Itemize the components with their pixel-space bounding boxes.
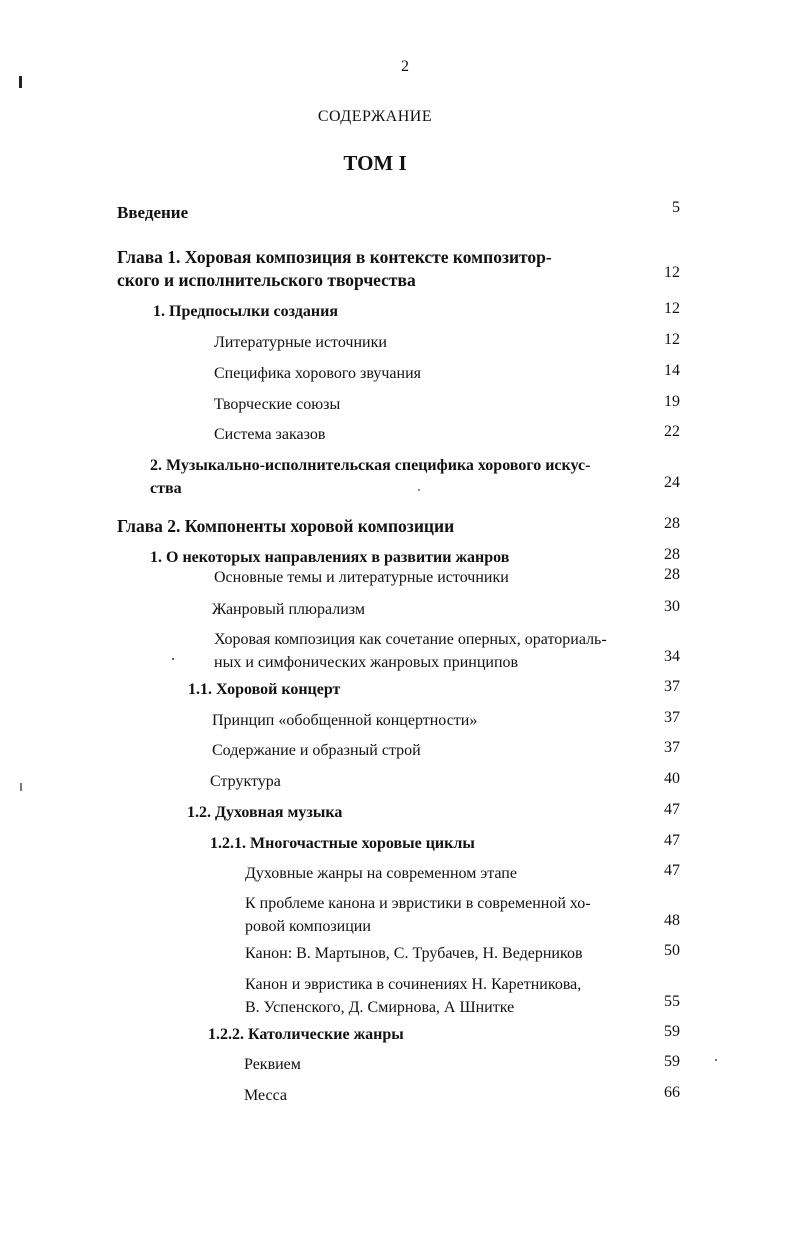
toc-entry-page: 55 — [664, 993, 680, 1010]
toc-entry-page: 47 — [664, 801, 680, 818]
toc-section-title — [150, 454, 590, 500]
toc-entry-title: Жанровый плюрализм — [212, 601, 365, 618]
toc-entry-title: Структура — [210, 773, 281, 790]
toc-entry-page: 19 — [664, 393, 680, 410]
toc-entry-page: 50 — [664, 942, 680, 959]
toc-subsection-title: 1.2.1. Многочастные хоровые циклы — [210, 835, 475, 852]
toc-entry-title: Духовные жанры на современном этапе — [245, 865, 517, 882]
toc-entry-page: 37 — [664, 709, 680, 726]
toc-entry-page: 40 — [664, 770, 680, 787]
toc-subsection-title: 1.2.2. Католические жанры — [208, 1026, 404, 1043]
toc-entry-page: 28 — [664, 515, 680, 532]
contents-heading: СОДЕРЖАНИЕ — [317, 108, 433, 125]
toc-entry-page: 12 — [664, 300, 680, 317]
toc-entry-page: 14 — [664, 362, 680, 379]
toc-section-title: 1. Предпосылки создания — [153, 303, 338, 320]
toc-subsection-title: 1.2. Духовная музыка — [187, 804, 343, 821]
toc-entry-page: 12 — [664, 331, 680, 348]
toc-entry-title: Основные темы и литературные источники — [214, 569, 509, 586]
toc-entry-title — [245, 973, 581, 1019]
toc-entry-title: Содержание и образный строй — [212, 742, 421, 759]
toc-entry-title — [245, 892, 591, 938]
scan-artifact-dot — [715, 1059, 717, 1061]
scan-artifact-mark — [19, 76, 22, 88]
toc-entry-page: 28 — [664, 546, 680, 563]
toc-entry-title — [214, 628, 607, 674]
toc-entry-page: 30 — [664, 598, 680, 615]
page-number: 2 — [401, 58, 409, 75]
toc-entry-title: Литературные источники — [214, 334, 387, 351]
toc-entry-title: Реквием — [244, 1056, 301, 1073]
toc-entry-page: 66 — [664, 1084, 680, 1101]
toc-section-title-line: ства — [150, 480, 182, 497]
toc-entry-title: Введение — [117, 203, 189, 222]
toc-entry-page: 37 — [664, 739, 680, 756]
toc-section-title-line: 2. Музыкально-исполнительская специфика хорового искус- — [150, 457, 591, 474]
scan-artifact-dot — [418, 489, 420, 491]
toc-entry-page: 37 — [664, 678, 680, 695]
toc-entry-title: Творческие союзы — [214, 396, 341, 413]
toc-entry-page: 12 — [664, 264, 680, 281]
toc-entry-page: 59 — [664, 1023, 680, 1040]
toc-entry-title: Специфика хорового звучания — [214, 365, 421, 382]
toc-chapter-title-line: Глава 1. Хоровая композиция в контексте композитор- — [117, 247, 552, 267]
toc-entry-title-line: ных и симфонических жанровых принципов — [214, 654, 519, 671]
toc-entry-page: 47 — [664, 832, 680, 849]
toc-entry-title-line: Хоровая композиция как сочетание оперных, ораториаль- — [214, 631, 607, 648]
toc-chapter-title-line: ского и исполнительского творчества — [117, 270, 416, 290]
toc-entry-title-line: Канон и эвристика в сочинениях Н. Каретникова, — [245, 976, 582, 993]
toc-entry-title-line: К проблеме канона и эвристики в современной хо- — [245, 895, 591, 912]
toc-entry-page: 59 — [664, 1053, 680, 1070]
toc-subsection-title: 1.1. Хоровой концерт — [188, 681, 341, 698]
toc-entry-title: Принцип «обобщенной концертности» — [212, 712, 478, 729]
scan-artifact-dot — [172, 658, 174, 660]
volume-heading: ТОМ I — [343, 151, 407, 175]
toc-entry-title-line: ровой композиции — [245, 918, 371, 935]
toc-entry-title: Система заказов — [214, 426, 326, 443]
toc-entry-page: 28 — [664, 566, 680, 583]
toc-chapter-title — [117, 246, 552, 292]
toc-entry-page: 34 — [664, 648, 680, 665]
toc-entry-title: Месса — [244, 1087, 288, 1104]
toc-entry-page: 47 — [664, 862, 680, 879]
toc-section-title: 1. О некоторых направлениях в развитии жанров — [150, 549, 510, 566]
toc-entry-page: 22 — [664, 423, 680, 440]
toc-entry-page: 48 — [664, 912, 680, 929]
toc-chapter-title: Глава 2. Компоненты хоровой композиции — [117, 516, 455, 536]
scan-artifact-mark — [20, 783, 22, 791]
toc-entry-title: Канон: В. Мартынов, С. Трубачев, Н. Ведерников — [245, 945, 583, 962]
toc-entry-page: 5 — [672, 199, 680, 216]
toc-entry-page: 24 — [664, 474, 680, 491]
toc-entry-title-line: В. Успенского, Д. Смирнова, А Шнитке — [245, 999, 515, 1016]
